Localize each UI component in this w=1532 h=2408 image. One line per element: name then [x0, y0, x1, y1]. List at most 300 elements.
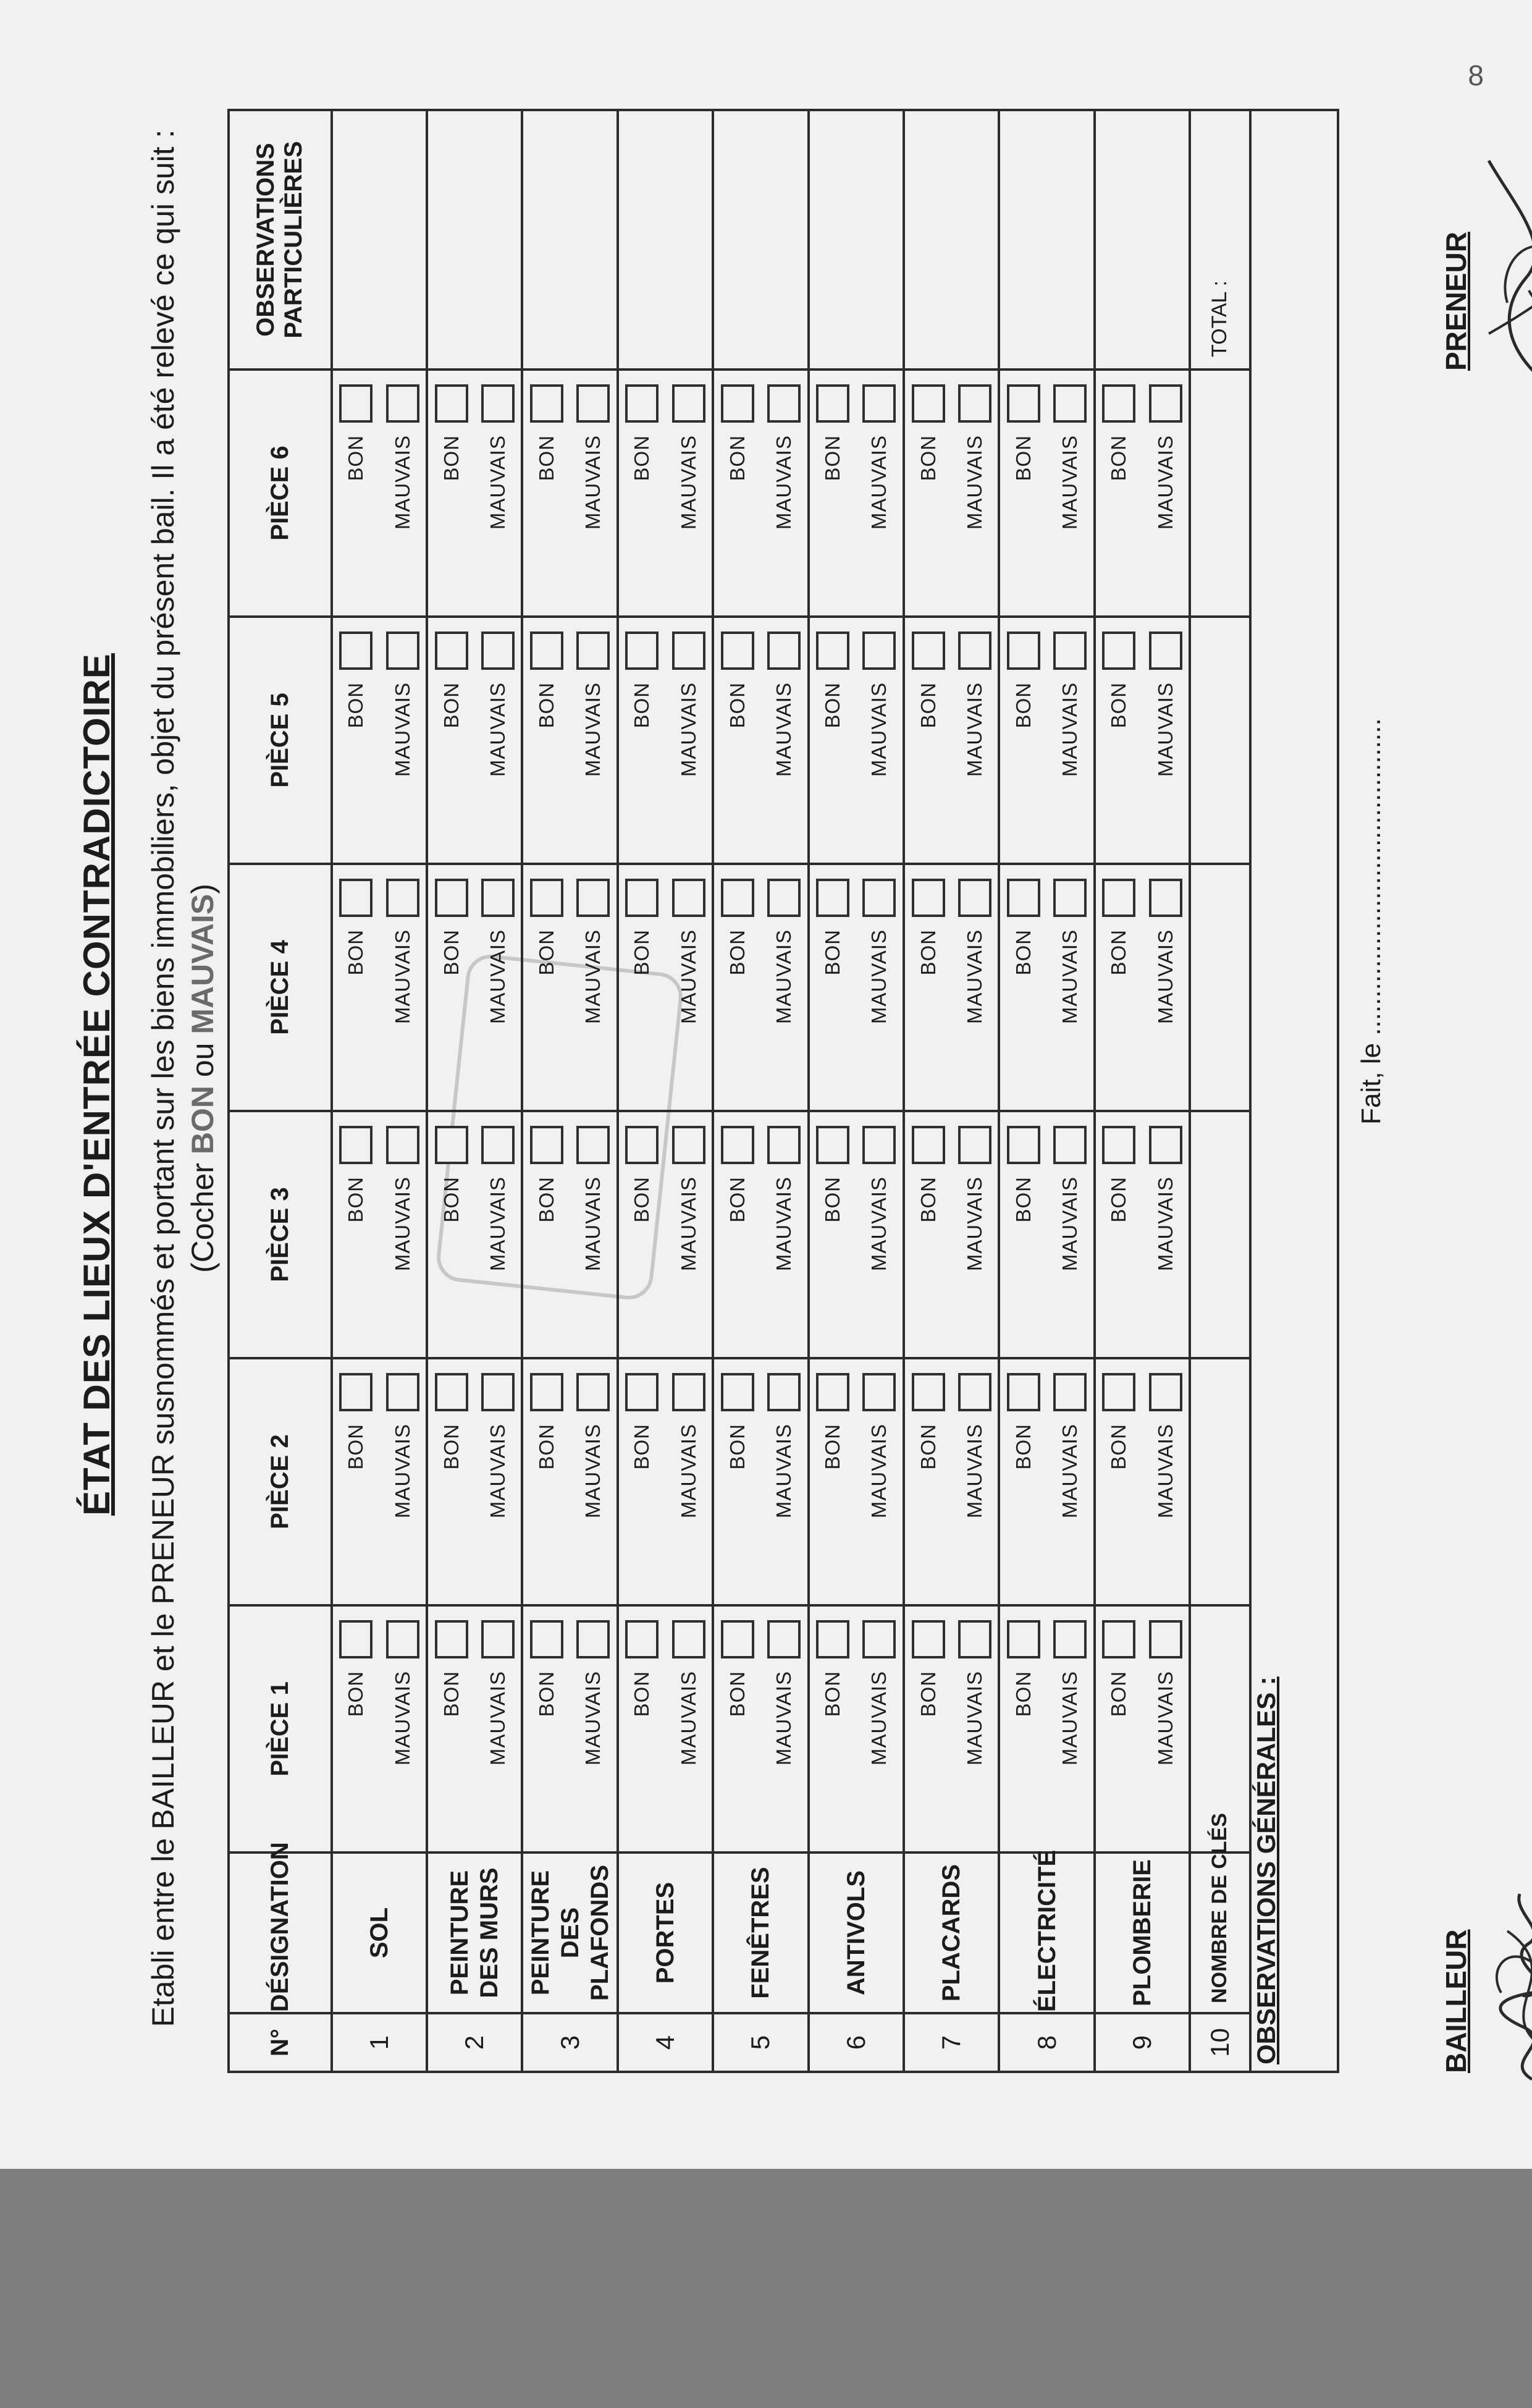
checkbox-bad[interactable]	[576, 1126, 610, 1164]
checkbox-good[interactable]	[816, 1620, 849, 1658]
intro-part-1: Etabli entre le	[146, 1829, 180, 2027]
option-good-label: BON	[916, 1424, 940, 1470]
option-good-label: BON	[630, 682, 654, 729]
option-good	[625, 371, 659, 615]
option-good-label: BON	[439, 1177, 463, 1223]
piece-1-cell	[713, 1605, 808, 1852]
checkbox-bad[interactable]	[767, 879, 801, 917]
faded-stamp: ​	[434, 952, 685, 1302]
option-bad-label: MAUVAIS	[867, 929, 891, 1024]
option-bad-label: MAUVAIS	[676, 1671, 700, 1766]
checkbox-good[interactable]	[1007, 1620, 1040, 1658]
option-bad-label: MAUVAIS	[390, 1671, 414, 1766]
checkbox-good[interactable]	[435, 632, 468, 670]
piece-4-cell	[522, 864, 617, 1111]
checkbox-good[interactable]	[339, 384, 372, 423]
option-good-label: BON	[344, 1424, 368, 1470]
piece-5-cell	[618, 617, 713, 864]
checkbox-good[interactable]	[339, 1620, 372, 1658]
piece-3-cell	[618, 1111, 713, 1358]
option-bad	[576, 618, 610, 863]
option-bad	[386, 618, 419, 863]
checkbox-bad[interactable]	[672, 1126, 705, 1164]
checkbox-good[interactable]	[1102, 632, 1135, 670]
option-good	[530, 618, 563, 863]
piece-1-cell	[427, 1605, 522, 1852]
option-good-label: BON	[630, 1177, 654, 1223]
checkbox-good[interactable]	[339, 879, 372, 917]
checkbox-good[interactable]	[1102, 879, 1135, 917]
checkbox-good[interactable]	[530, 632, 563, 670]
checkbox-bad[interactable]	[767, 1620, 801, 1658]
table-row	[999, 110, 1094, 2072]
option-bad	[576, 1359, 610, 1604]
option-bad-label: MAUVAIS	[486, 682, 509, 777]
piece-1-cell	[332, 1605, 427, 1852]
option-bad	[672, 1607, 705, 1851]
checkbox-good[interactable]	[816, 1373, 849, 1411]
observations-cell[interactable]	[809, 110, 904, 370]
option-good	[339, 1359, 372, 1604]
checkbox-bad[interactable]	[767, 632, 801, 670]
document-title: ÉTAT DES LIEUX D'ENTRÉE CONTRADICTOIRE	[76, 653, 117, 1516]
observations-cell[interactable]	[522, 110, 617, 370]
checkbox-good[interactable]	[721, 1126, 754, 1164]
checkbox-bad[interactable]	[672, 632, 705, 670]
option-bad	[862, 1607, 896, 1851]
checkbox-bad[interactable]	[862, 384, 896, 423]
option-bad-label: MAUVAIS	[486, 1177, 509, 1272]
piece-6-cell	[904, 370, 999, 617]
checkbox-bad[interactable]	[576, 384, 610, 423]
option-bad-label: MAUVAIS	[772, 1177, 796, 1272]
option-good	[339, 618, 372, 863]
observations-cell[interactable]	[904, 110, 999, 370]
option-good-label: BON	[1011, 435, 1035, 481]
checkbox-good[interactable]	[1007, 1126, 1040, 1164]
option-good-label: BON	[725, 682, 749, 729]
table-header-row	[229, 110, 332, 2072]
checkbox-bad[interactable]	[481, 1126, 515, 1164]
checkbox-bad[interactable]	[576, 632, 610, 670]
bailleur-signature-icon	[1476, 1882, 1532, 2085]
checkbox-good[interactable]	[816, 1126, 849, 1164]
general-observations-label[interactable]: OBSERVATIONS GÉNÉRALES :	[1250, 110, 1338, 2072]
option-bad-label: MAUVAIS	[962, 682, 986, 777]
row-number: 4	[618, 2013, 713, 2072]
checkbox-good[interactable]	[435, 1373, 468, 1411]
option-good-label: BON	[1107, 1424, 1130, 1470]
option-bad	[1149, 371, 1182, 615]
keys-row	[1190, 110, 1250, 2072]
fait-le: Fait, le ..........................................	[1356, 718, 1386, 1125]
piece-4-cell	[809, 864, 904, 1111]
option-good-label: BON	[535, 435, 558, 481]
option-bad-label: MAUVAIS	[676, 1177, 700, 1272]
intro-bailleur: BAILLEUR	[146, 1680, 180, 1830]
keys-cell[interactable]	[1190, 864, 1250, 1111]
row-number: 6	[809, 2013, 904, 2072]
piece-3-cell	[809, 1111, 904, 1358]
option-good	[912, 1112, 945, 1357]
checkbox-bad[interactable]	[481, 879, 515, 917]
checkbox-bad[interactable]	[672, 1373, 705, 1411]
observations-cell[interactable]	[713, 110, 808, 370]
checkbox-good[interactable]	[912, 1126, 945, 1164]
piece-3-cell	[1095, 1111, 1190, 1358]
option-good	[721, 1607, 754, 1851]
option-good	[816, 1112, 849, 1357]
option-good-label: BON	[344, 682, 368, 729]
checkbox-good[interactable]	[625, 1126, 659, 1164]
checkbox-bad[interactable]	[958, 1373, 991, 1411]
piece-3-cell	[713, 1111, 808, 1358]
option-good	[625, 1112, 659, 1357]
observations-cell[interactable]	[999, 110, 1094, 370]
checkbox-bad[interactable]	[862, 879, 896, 917]
checkbox-bad[interactable]	[672, 384, 705, 423]
option-good-label: BON	[344, 1671, 368, 1717]
checkbox-bad[interactable]	[1053, 384, 1087, 423]
piece-1-cell	[809, 1605, 904, 1852]
option-good-label: BON	[821, 435, 844, 481]
checkbox-bad[interactable]	[386, 879, 419, 917]
signature-label-bailleur: BAILLEUR	[1440, 1929, 1472, 2073]
checkbox-bad[interactable]	[1053, 1620, 1087, 1658]
option-bad-label: MAUVAIS	[581, 929, 605, 1024]
row-designation: PORTES	[618, 1852, 713, 2013]
checkbox-good[interactable]	[530, 1126, 563, 1164]
piece-2-cell	[999, 1358, 1094, 1605]
checkbox-bad[interactable]	[1149, 1620, 1182, 1658]
checkbox-bad[interactable]	[1053, 879, 1087, 917]
checkbox-bad[interactable]	[481, 632, 515, 670]
piece-4-cell	[1095, 864, 1190, 1111]
option-good-label: BON	[1107, 682, 1130, 729]
option-bad	[481, 1607, 515, 1851]
option-bad-label: MAUVAIS	[772, 435, 796, 530]
checkbox-good[interactable]	[530, 1620, 563, 1658]
option-bad	[958, 618, 991, 863]
option-bad-label: MAUVAIS	[962, 1671, 986, 1766]
option-bad	[862, 865, 896, 1110]
option-bad-label: MAUVAIS	[1058, 1424, 1082, 1519]
option-good	[1102, 371, 1135, 615]
option-good	[530, 1359, 563, 1604]
checkbox-good[interactable]	[912, 1373, 945, 1411]
checkbox-good[interactable]	[1102, 1620, 1135, 1658]
header-designation: DÉSIGNATION	[229, 1852, 332, 2013]
keys-cell[interactable]	[1190, 617, 1250, 864]
option-good-label: BON	[821, 1424, 844, 1470]
row-designation: FENÊTRES	[713, 1852, 808, 2013]
checkbox-good[interactable]	[435, 384, 468, 423]
checkbox-bad[interactable]	[481, 1620, 515, 1658]
checkbox-good[interactable]	[816, 384, 849, 423]
observations-cell[interactable]	[618, 110, 713, 370]
option-good	[339, 1607, 372, 1851]
checkbox-bad[interactable]	[958, 879, 991, 917]
option-bad-label: MAUVAIS	[581, 1424, 605, 1519]
option-good-label: BON	[630, 1671, 654, 1717]
checkbox-bad[interactable]	[1149, 384, 1182, 423]
observations-cell[interactable]	[427, 110, 522, 370]
option-bad-label: MAUVAIS	[1153, 1671, 1177, 1766]
option-bad	[767, 1359, 801, 1604]
option-good-label: BON	[821, 1177, 844, 1223]
option-bad-label: MAUVAIS	[390, 682, 414, 777]
checkbox-good[interactable]	[435, 879, 468, 917]
row-number: 5	[713, 2013, 808, 2072]
option-bad-label: MAUVAIS	[676, 682, 700, 777]
piece-6-cell	[332, 370, 427, 617]
checkbox-good[interactable]	[435, 1126, 468, 1164]
checkbox-bad[interactable]	[862, 1620, 896, 1658]
option-bad	[672, 371, 705, 615]
option-bad	[481, 865, 515, 1110]
option-good	[435, 1112, 468, 1357]
option-bad-label: MAUVAIS	[772, 1671, 796, 1766]
option-bad-label: MAUVAIS	[486, 435, 509, 530]
intro-part-5: )	[185, 884, 220, 894]
checkbox-good[interactable]	[1007, 879, 1040, 917]
row-number: 9	[1095, 2013, 1190, 2072]
option-good	[1007, 1112, 1040, 1357]
option-good-label: BON	[1011, 682, 1035, 729]
option-bad-label: MAUVAIS	[962, 929, 986, 1024]
checkbox-bad[interactable]	[958, 1620, 991, 1658]
piece-2-cell	[427, 1358, 522, 1605]
row-designation: PEINTURE DES PLAFONDS	[522, 1852, 617, 2013]
keys-cell[interactable]	[1190, 370, 1250, 617]
option-good-label: BON	[725, 1177, 749, 1223]
option-bad-label: MAUVAIS	[867, 682, 891, 777]
checkbox-bad[interactable]	[576, 1373, 610, 1411]
intro-ou: ou	[185, 1034, 220, 1086]
checkbox-good[interactable]	[530, 879, 563, 917]
checkbox-bad[interactable]	[386, 1373, 419, 1411]
checkbox-good[interactable]	[1007, 1373, 1040, 1411]
checkbox-good[interactable]	[912, 632, 945, 670]
option-good-label: BON	[725, 1671, 749, 1717]
checkbox-good[interactable]	[625, 384, 659, 423]
checkbox-good[interactable]	[339, 632, 372, 670]
option-good	[1102, 618, 1135, 863]
option-good-label: BON	[916, 929, 940, 976]
checkbox-bad[interactable]	[1053, 1373, 1087, 1411]
option-good	[1007, 865, 1040, 1110]
checkbox-bad[interactable]	[1149, 1373, 1182, 1411]
checkbox-bad[interactable]	[576, 879, 610, 917]
option-bad	[767, 1112, 801, 1357]
checkbox-good[interactable]	[530, 1373, 563, 1411]
option-bad	[767, 618, 801, 863]
option-good	[1007, 1607, 1040, 1851]
header-piece-1: PIÈCE 1	[229, 1605, 332, 1852]
option-bad	[1053, 1359, 1087, 1604]
checkbox-good[interactable]	[625, 1373, 659, 1411]
option-bad	[958, 1607, 991, 1851]
checkbox-bad[interactable]	[1149, 632, 1182, 670]
checkbox-bad[interactable]	[862, 1126, 896, 1164]
option-bad	[958, 1359, 991, 1604]
option-good	[530, 371, 563, 615]
option-bad-label: MAUVAIS	[581, 1671, 605, 1766]
piece-4-cell	[427, 864, 522, 1111]
checkbox-bad[interactable]	[958, 1126, 991, 1164]
option-good	[912, 1359, 945, 1604]
header-num: N°	[229, 2013, 332, 2072]
piece-6-cell	[427, 370, 522, 617]
header-piece-4: PIÈCE 4	[229, 864, 332, 1111]
option-good	[625, 1607, 659, 1851]
option-bad-label: MAUVAIS	[581, 682, 605, 777]
row-designation: ANTIVOLS	[809, 1852, 904, 2013]
checkbox-good[interactable]	[1102, 1126, 1135, 1164]
intro-part-2: et le	[146, 1604, 180, 1681]
checkbox-bad[interactable]	[767, 1126, 801, 1164]
piece-6-cell	[618, 370, 713, 617]
piece-2-cell	[522, 1358, 617, 1605]
checkbox-good[interactable]	[721, 632, 754, 670]
checkbox-bad[interactable]	[386, 1126, 419, 1164]
checkbox-good[interactable]	[530, 384, 563, 423]
piece-6-cell	[1095, 370, 1190, 617]
checkbox-good[interactable]	[1007, 632, 1040, 670]
piece-2-cell	[618, 1358, 713, 1605]
option-good	[1007, 618, 1040, 863]
checkbox-good[interactable]	[625, 1620, 659, 1658]
option-good-label: BON	[725, 1424, 749, 1470]
table-row	[809, 110, 904, 2072]
option-good	[435, 865, 468, 1110]
checkbox-good[interactable]	[625, 879, 659, 917]
option-good	[530, 1112, 563, 1357]
checkbox-bad[interactable]	[672, 1620, 705, 1658]
checkbox-good[interactable]	[1007, 384, 1040, 423]
option-good-label: BON	[630, 435, 654, 481]
table-row	[904, 110, 999, 2072]
option-bad	[386, 1359, 419, 1604]
row-designation: PLOMBERIE	[1095, 1852, 1190, 2013]
piece-4-cell	[332, 864, 427, 1111]
checkbox-bad[interactable]	[386, 384, 419, 423]
option-bad	[767, 371, 801, 615]
option-bad	[862, 1359, 896, 1604]
option-good-label: BON	[1107, 435, 1130, 481]
checkbox-good[interactable]	[912, 1620, 945, 1658]
option-bad-label: MAUVAIS	[1058, 929, 1082, 1024]
option-good	[1102, 1359, 1135, 1604]
option-good-label: BON	[821, 682, 844, 729]
checkbox-good[interactable]	[1102, 384, 1135, 423]
piece-1-cell	[618, 1605, 713, 1852]
option-bad-label: MAUVAIS	[962, 435, 986, 530]
checkbox-good[interactable]	[721, 1620, 754, 1658]
option-bad	[1149, 618, 1182, 863]
option-bad-label: MAUVAIS	[1153, 1177, 1177, 1272]
option-bad	[672, 1359, 705, 1604]
option-good	[1102, 865, 1135, 1110]
checkbox-good[interactable]	[912, 879, 945, 917]
checkbox-bad[interactable]	[1053, 1126, 1087, 1164]
checkbox-bad[interactable]	[576, 1620, 610, 1658]
row-number: 2	[427, 2013, 522, 2072]
checkbox-good[interactable]	[435, 1620, 468, 1658]
option-good	[816, 1607, 849, 1851]
checkbox-good[interactable]	[721, 1373, 754, 1411]
checkbox-bad[interactable]	[1149, 1126, 1182, 1164]
piece-5-cell	[713, 617, 808, 864]
option-good	[625, 865, 659, 1110]
checkbox-bad[interactable]	[481, 384, 515, 423]
keys-cell[interactable]	[1190, 1358, 1250, 1605]
option-good-label: BON	[725, 435, 749, 481]
piece-6-cell	[522, 370, 617, 617]
checkbox-bad[interactable]	[767, 384, 801, 423]
option-good	[721, 865, 754, 1110]
option-good-label: BON	[344, 929, 368, 976]
observations-cell[interactable]	[332, 110, 427, 370]
option-bad-label: MAUVAIS	[772, 1424, 796, 1519]
checkbox-bad[interactable]	[481, 1373, 515, 1411]
option-good-label: BON	[1011, 1671, 1035, 1717]
checkbox-bad[interactable]	[958, 632, 991, 670]
checkbox-good[interactable]	[339, 1373, 372, 1411]
observations-cell[interactable]	[1095, 110, 1190, 370]
option-bad-label: MAUVAIS	[486, 1671, 509, 1766]
option-bad	[767, 1607, 801, 1851]
option-bad-label: MAUVAIS	[1058, 1671, 1082, 1766]
checkbox-bad[interactable]	[1149, 879, 1182, 917]
checkbox-bad[interactable]	[672, 879, 705, 917]
checkbox-good[interactable]	[721, 384, 754, 423]
header-piece-5: PIÈCE 5	[229, 617, 332, 864]
checkbox-bad[interactable]	[767, 1373, 801, 1411]
option-good-label: BON	[1107, 1671, 1130, 1717]
option-good	[435, 371, 468, 615]
checkbox-good[interactable]	[625, 632, 659, 670]
checkbox-bad[interactable]	[958, 384, 991, 423]
checkbox-good[interactable]	[721, 879, 754, 917]
intro-part-4: (Cocher	[185, 1154, 220, 1273]
option-good	[1102, 1112, 1135, 1357]
checkbox-bad[interactable]	[1053, 632, 1087, 670]
checkbox-good[interactable]	[816, 632, 849, 670]
option-good-label: BON	[1107, 1177, 1130, 1223]
checkbox-bad[interactable]	[386, 632, 419, 670]
header-piece-6: PIÈCE 6	[229, 370, 332, 617]
checkbox-good[interactable]	[816, 879, 849, 917]
checkbox-good[interactable]	[912, 384, 945, 423]
piece-1-cell	[904, 1605, 999, 1852]
option-bad-label: MAUVAIS	[1153, 929, 1177, 1024]
piece-2-cell	[1095, 1358, 1190, 1605]
keys-cell[interactable]	[1190, 1111, 1250, 1358]
checkbox-good[interactable]	[339, 1126, 372, 1164]
checkbox-good[interactable]	[1102, 1373, 1135, 1411]
checkbox-bad[interactable]	[862, 1373, 896, 1411]
preneur-signature-icon	[1470, 148, 1532, 408]
checkbox-bad[interactable]	[386, 1620, 419, 1658]
checkbox-bad[interactable]	[862, 632, 896, 670]
option-good-label: BON	[821, 1671, 844, 1717]
option-good	[721, 618, 754, 863]
piece-2-cell	[904, 1358, 999, 1605]
row-number: 1	[332, 2013, 427, 2072]
option-good	[435, 1359, 468, 1604]
piece-6-cell	[999, 370, 1094, 617]
